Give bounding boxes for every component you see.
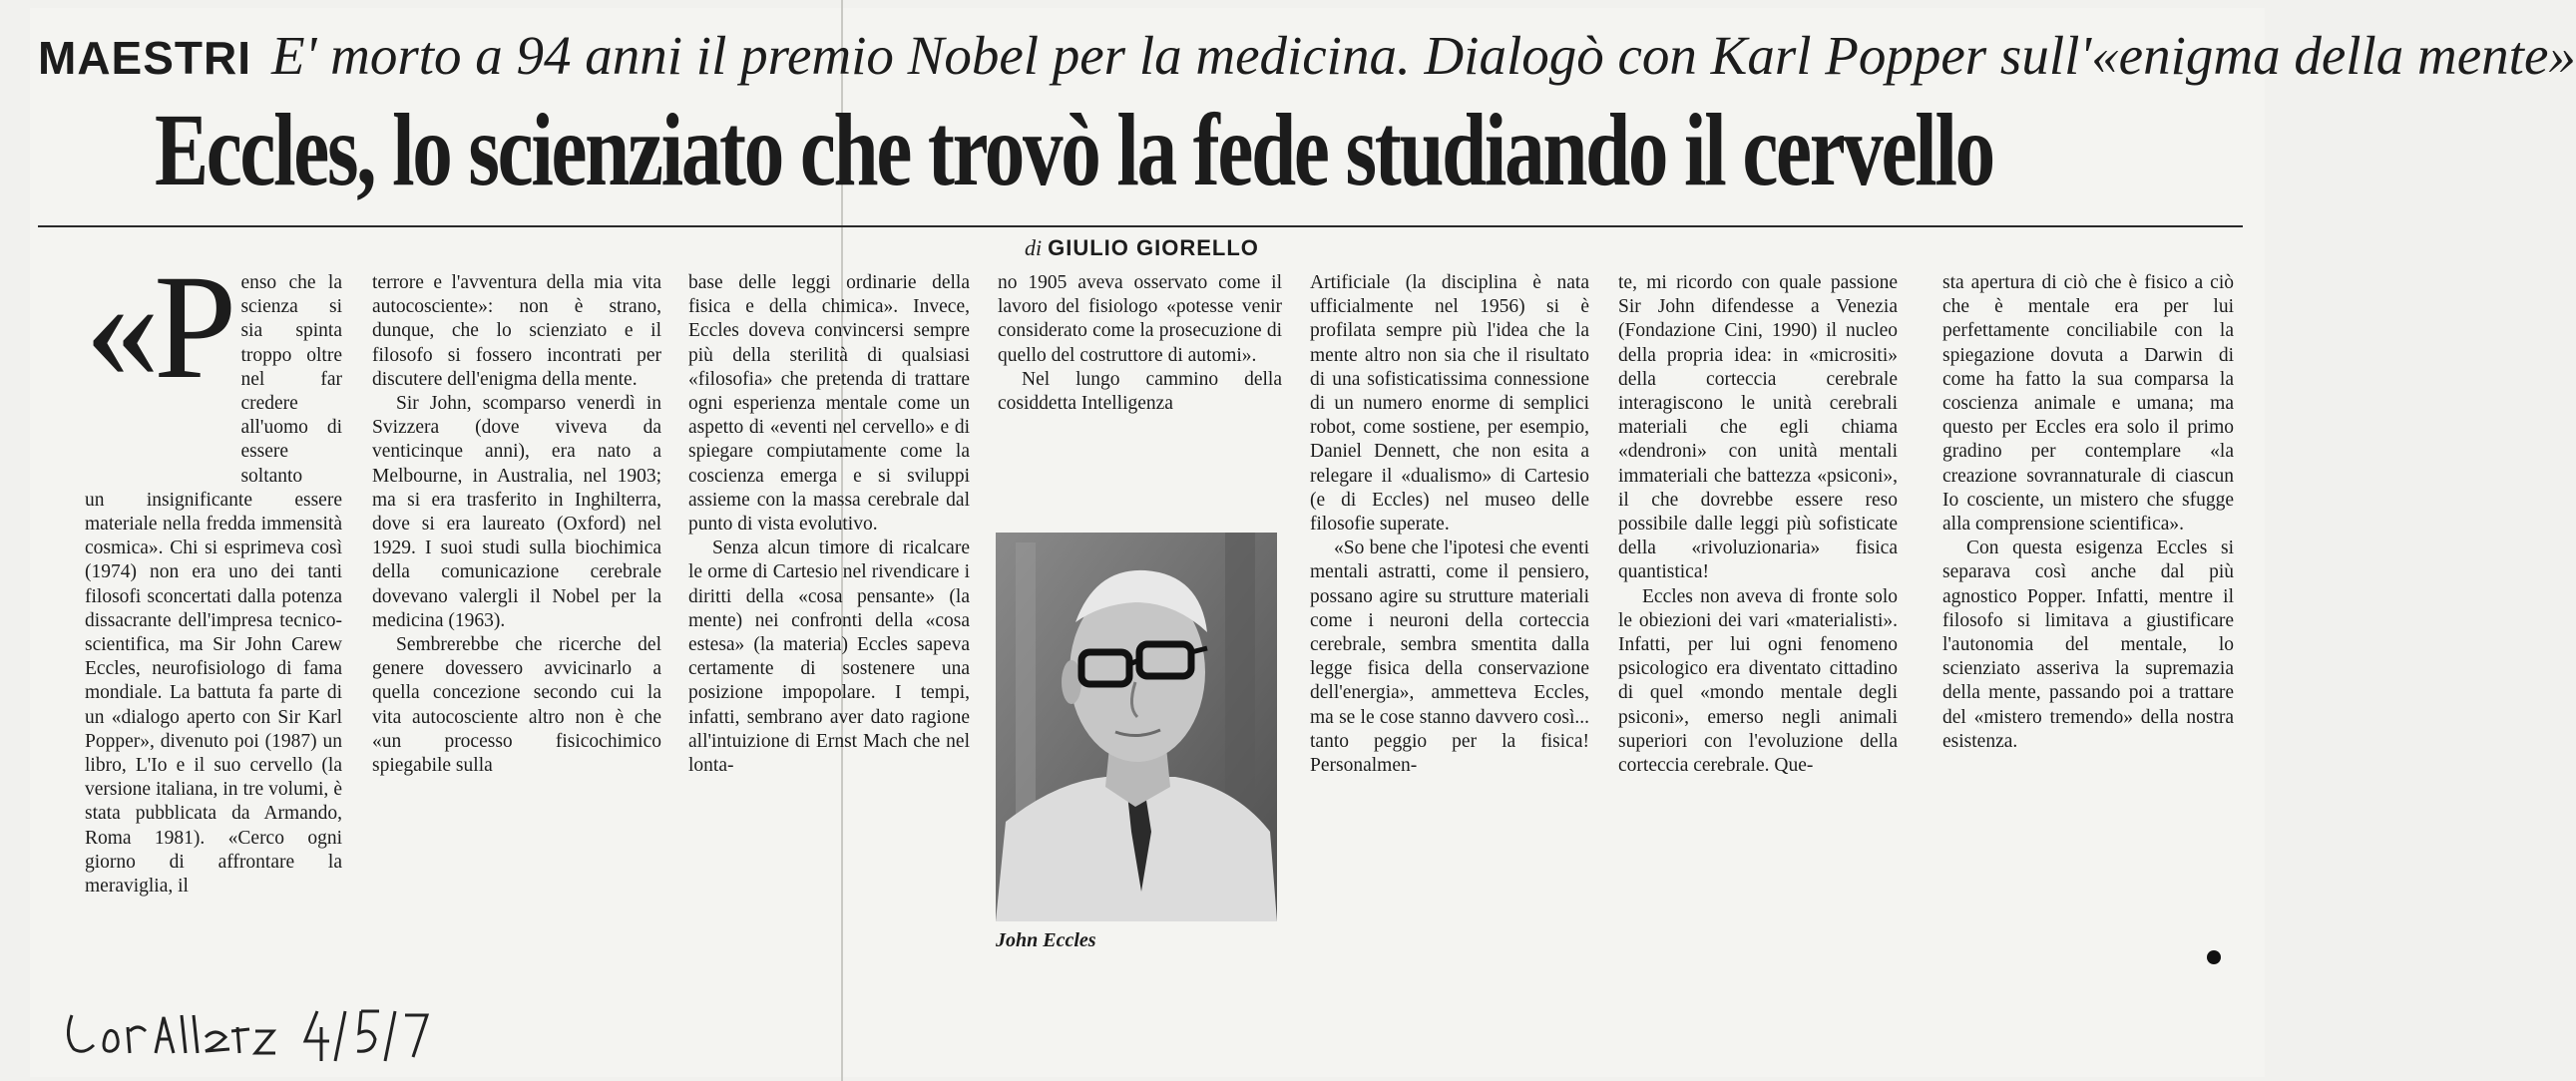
paragraph: «So bene che l'ipotesi che eventi mentali astratti, come il pensiero, possano agire su strutture materiali come i neuroni della corteccia cerebrale, sembra smentita dalla legge fisica della conservazione dell'energia», ammetteva Eccles, ma se le cose stanno davvero così... tanto peggio per la fisica! Personalmen- <box>1310 538 1589 777</box>
paragraph: Artificiale (la disciplina è nata ufficialmente nel 1956) si è profilata sempre più l'idea che la mente altro non sia che il risultato di una sofisticatissima connessione di un numero enorme di semplici robot, come sostiene, per esempio, Daniel Dennett, che non esita a relegare il «dualismo» di Cartesio (e di Eccles) nel museo delle filosofie superate. <box>1310 272 1589 536</box>
end-of-article-mark <box>2207 950 2221 964</box>
kicker-subhead: E' morto a 94 anni il premio Nobel per la medicina. Dialogò con Karl Popper sull'«enigma della mente» <box>271 25 2576 86</box>
paragraph: terrore e l'avventura della mia vita autocosciente»: non è strano, dunque, che lo scienziato e il filosofo si fossero incontrati per discutere dell'enigma della mente. <box>372 272 661 390</box>
paragraph: Eccles non aveva di fronte solo le obiezioni dei vari «materialisti». Infatti, per lui ogni fenomeno psicologico era diventato cittadino di quel «mondo mentale degli psiconi», emerso negli animali superiori con l'evoluzione della corteccia cerebrale. Que- <box>1618 585 1898 777</box>
paragraph: te, mi ricordo con quale passione Sir John difendesse a Venezia (Fondazione Cini, 1990) il nucleo della propria idea: in «micrositi» della corteccia cerebrale interagiscono le unità cerebrali materiali che egli chiama «dendroni» con unità mentali immateriali che battezza «psiconi», il che dovrebbe essere reso possibile dalle leggi più sofisticate della «rivoluzionaria» fisica quantistica! <box>1618 272 1898 583</box>
paragraph: Senza alcun timore di ricalcare le orme di Cartesio nel rivendicare i diritti della «cosa pensante» (la mente) nei confronti della «cosa estesa» (la materia) Eccles sapeva certamente di sostenere una posizione impopolare. I tempi, infatti, sembrano aver dato ragione all'intuizione di Ernst Mach che nel lonta- <box>688 538 970 777</box>
kicker <box>38 26 2576 88</box>
paragraph: Sir John, scomparso venerdì in Svizzera (dove viveva da venticinque anni), era nato a Melbourne, in Australia, nel 1903; ma si era trasferito in Inghilterra, dove si era laureato (Oxford) nel 1929. I suoi studi sulla biochimica della comunicazione cerebrale dovevano valergli il Nobel per la medicina (1963). <box>372 393 661 631</box>
byline <box>1025 235 1259 261</box>
portrait-image <box>996 533 1277 921</box>
column-7 <box>1942 271 2234 754</box>
paragraph: Sembrerebbe che ricerche del genere dovessero avvicinarlo a quella concezione secondo cui la vita autocosciente altro non è che «un processo fisicochimico spiegabile sulla <box>372 634 661 777</box>
column-1 <box>85 244 342 899</box>
section-tag: MAESTRI <box>38 32 251 84</box>
portrait-photo <box>996 533 1277 921</box>
drop-cap: «P <box>85 244 231 410</box>
paragraph: Con questa esigenza Eccles si separava così anche dal più agnostico Popper. Infatti, mentre il filosofo si limitava a giustificare l'autonomia del mentale, lo scienziato asseriva la supremazia della mente, passando poi a trattare del «mistero tremendo» della nostra esistenza. <box>1942 538 2234 752</box>
paragraph: no 1905 aveva osservato come il lavoro del fisiologo «potesse venir considerato come la prosecuzione di quello del costruttore di automi». <box>998 272 1282 366</box>
paragraph: Nel lungo cammino della cosiddetta Intelligenza <box>998 368 1282 415</box>
byline-prefix: di <box>1025 235 1043 260</box>
column-3 <box>688 271 970 778</box>
paragraph: un insignificante essere materiale nella fredda immensità cosmica». Chi si esprimeva così (1974) non era uno dei tanti filosofi sconcertati dalla potenza dissacrante dell'impresa tecnico-scientifica, ma Sir John Carew Eccles, neurofisiologo di fama mondiale. La battuta fa parte di un «dialogo aperto con Sir Karl Popper», divenuto poi (1987) un libro, L'Io e il suo cervello (la versione italiana, in tre volumi, è stata pubblicata da Armando, Roma 1981). «Cerco ogni giorno di affrontare la meraviglia, il <box>85 489 342 898</box>
lead-paragraph <box>85 244 342 489</box>
header-rule <box>38 225 2243 227</box>
photo-caption: John Eccles <box>996 929 1096 951</box>
paragraph: sta apertura di ciò che è fisico a ciò che è mentale era per lui perfettamente conciliabile con la spiegazione dovuta a Darwin di come ha fatto la sua comparsa la coscienza animale e umana; ma questo per Eccles era solo il primo gradino per contemplare «la creazione sovrannaturale di ciascun Io cosciente, un mistero che sfugge alla comprensione scientifica». <box>1942 272 2234 536</box>
author-name: GIULIO GIORELLO <box>1048 235 1259 260</box>
column-5 <box>1310 271 1589 778</box>
column-4 <box>998 271 1282 416</box>
handwritten-note <box>60 997 459 1067</box>
column-6 <box>1618 271 1898 778</box>
column-2 <box>372 271 661 778</box>
headline: Eccles, lo scienziato che trovò la fede studiando il cervello <box>155 93 1993 207</box>
lead-text: enso che la scienza si sia spinta troppo oltre nel far credere all'uomo di essere soltanto <box>240 272 342 487</box>
paragraph: base delle leggi ordinarie della fisica e della chimica». Invece, Eccles doveva convincersi sempre più della sterilità di qualsiasi «filosofia» che pretenda di trattare ogni esperienza mentale come un aspetto di «eventi nel cervello» e di spiegare compiutamente come la coscienza emerga e si sviluppi assieme con la massa cerebrale dal punto di vista evolutivo. <box>688 272 970 536</box>
